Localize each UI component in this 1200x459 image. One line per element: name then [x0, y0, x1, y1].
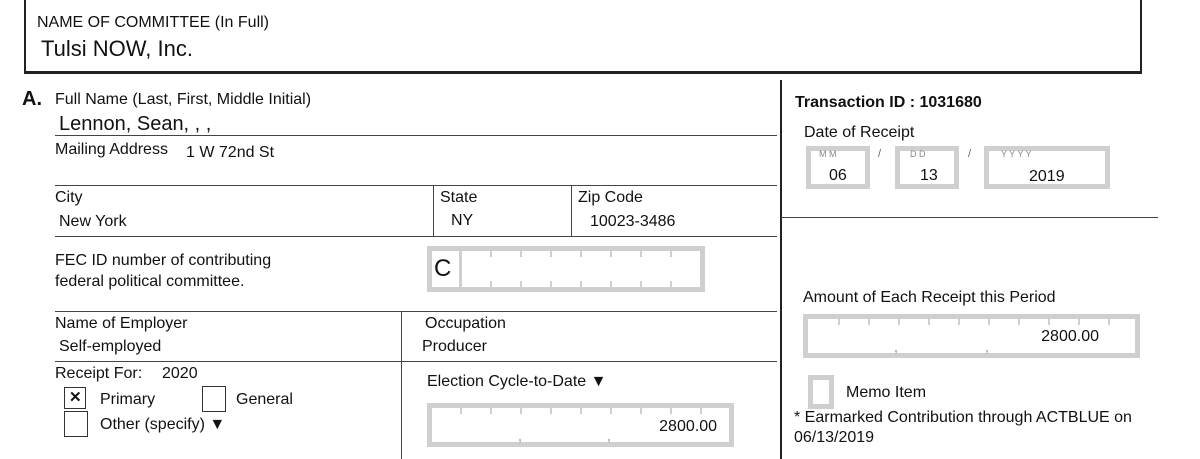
day-value: 13 [920, 167, 938, 184]
employer-label: Name of Employer [55, 315, 188, 332]
committee-name: Tulsi NOW, Inc. [41, 36, 193, 61]
occupation-label: Occupation [425, 315, 506, 332]
full-name-label: Full Name (Last, First, Middle Initial) [55, 91, 312, 108]
amount-value: 2800.00 [1041, 328, 1099, 345]
cycle-label: Election Cycle-to-Date ▼ [427, 373, 607, 390]
amount-field[interactable]: , , 2800.00 [803, 314, 1140, 358]
employer-value: Self-employed [59, 338, 162, 355]
fec-prefix: C [434, 255, 452, 282]
year-header: Y Y Y Y [1001, 149, 1032, 159]
transaction-id: Transaction ID : 1031680 [795, 94, 982, 111]
month-value: 06 [829, 167, 847, 184]
occupation-value: Producer [422, 338, 487, 355]
general-label: General [236, 391, 293, 408]
earmark-line-1: * Earmarked Contribution through ACTBLUE on [794, 409, 1132, 426]
year-field[interactable] [984, 146, 1110, 189]
primary-label: Primary [100, 391, 156, 408]
memo-label: Memo Item [846, 384, 927, 401]
amount-label: Amount of Each Receipt this Period [803, 289, 1056, 306]
date-sep-2: / [968, 148, 972, 160]
city-label: City [55, 189, 83, 206]
fec-id-field[interactable] [427, 246, 705, 292]
state-value: NY [451, 212, 474, 229]
year-value: 2019 [1029, 168, 1065, 185]
mailing-value: 1 W 72nd St [186, 144, 275, 161]
city-value: New York [59, 213, 127, 230]
date-label: Date of Receipt [804, 124, 915, 141]
zip-label: Zip Code [578, 189, 643, 206]
fec-label-1: FEC ID number of contributing [55, 252, 272, 269]
receipt-for-label: Receipt For: [55, 365, 143, 382]
state-label: State [440, 189, 478, 206]
mailing-label: Mailing Address [55, 141, 168, 158]
memo-checkbox[interactable] [808, 375, 834, 409]
fec-label-2: federal political committee. [55, 273, 245, 290]
zip-value: 10023-3486 [590, 213, 676, 230]
primary-checkbox[interactable] [64, 387, 86, 409]
full-name-value: Lennon, Sean, , , [59, 113, 212, 135]
cycle-amount-value: 2800.00 [659, 418, 717, 435]
checked-mark: ✕ [69, 389, 82, 406]
month-header: M M [819, 149, 837, 159]
other-checkbox[interactable] [64, 411, 88, 437]
date-sep-1: / [878, 148, 882, 160]
earmark-line-2: 06/13/2019 [794, 429, 875, 446]
section-letter: A. [22, 88, 42, 110]
month-field[interactable] [806, 146, 870, 189]
committee-label: NAME OF COMMITTEE (In Full) [37, 14, 269, 31]
other-label: Other (specify) ▼ [100, 416, 226, 433]
day-field[interactable] [895, 146, 959, 189]
receipt-for-year: 2020 [162, 365, 198, 382]
cycle-amount-field[interactable]: , , 2800.00 [427, 403, 734, 447]
general-checkbox[interactable] [202, 386, 226, 412]
day-header: D D [910, 149, 926, 159]
